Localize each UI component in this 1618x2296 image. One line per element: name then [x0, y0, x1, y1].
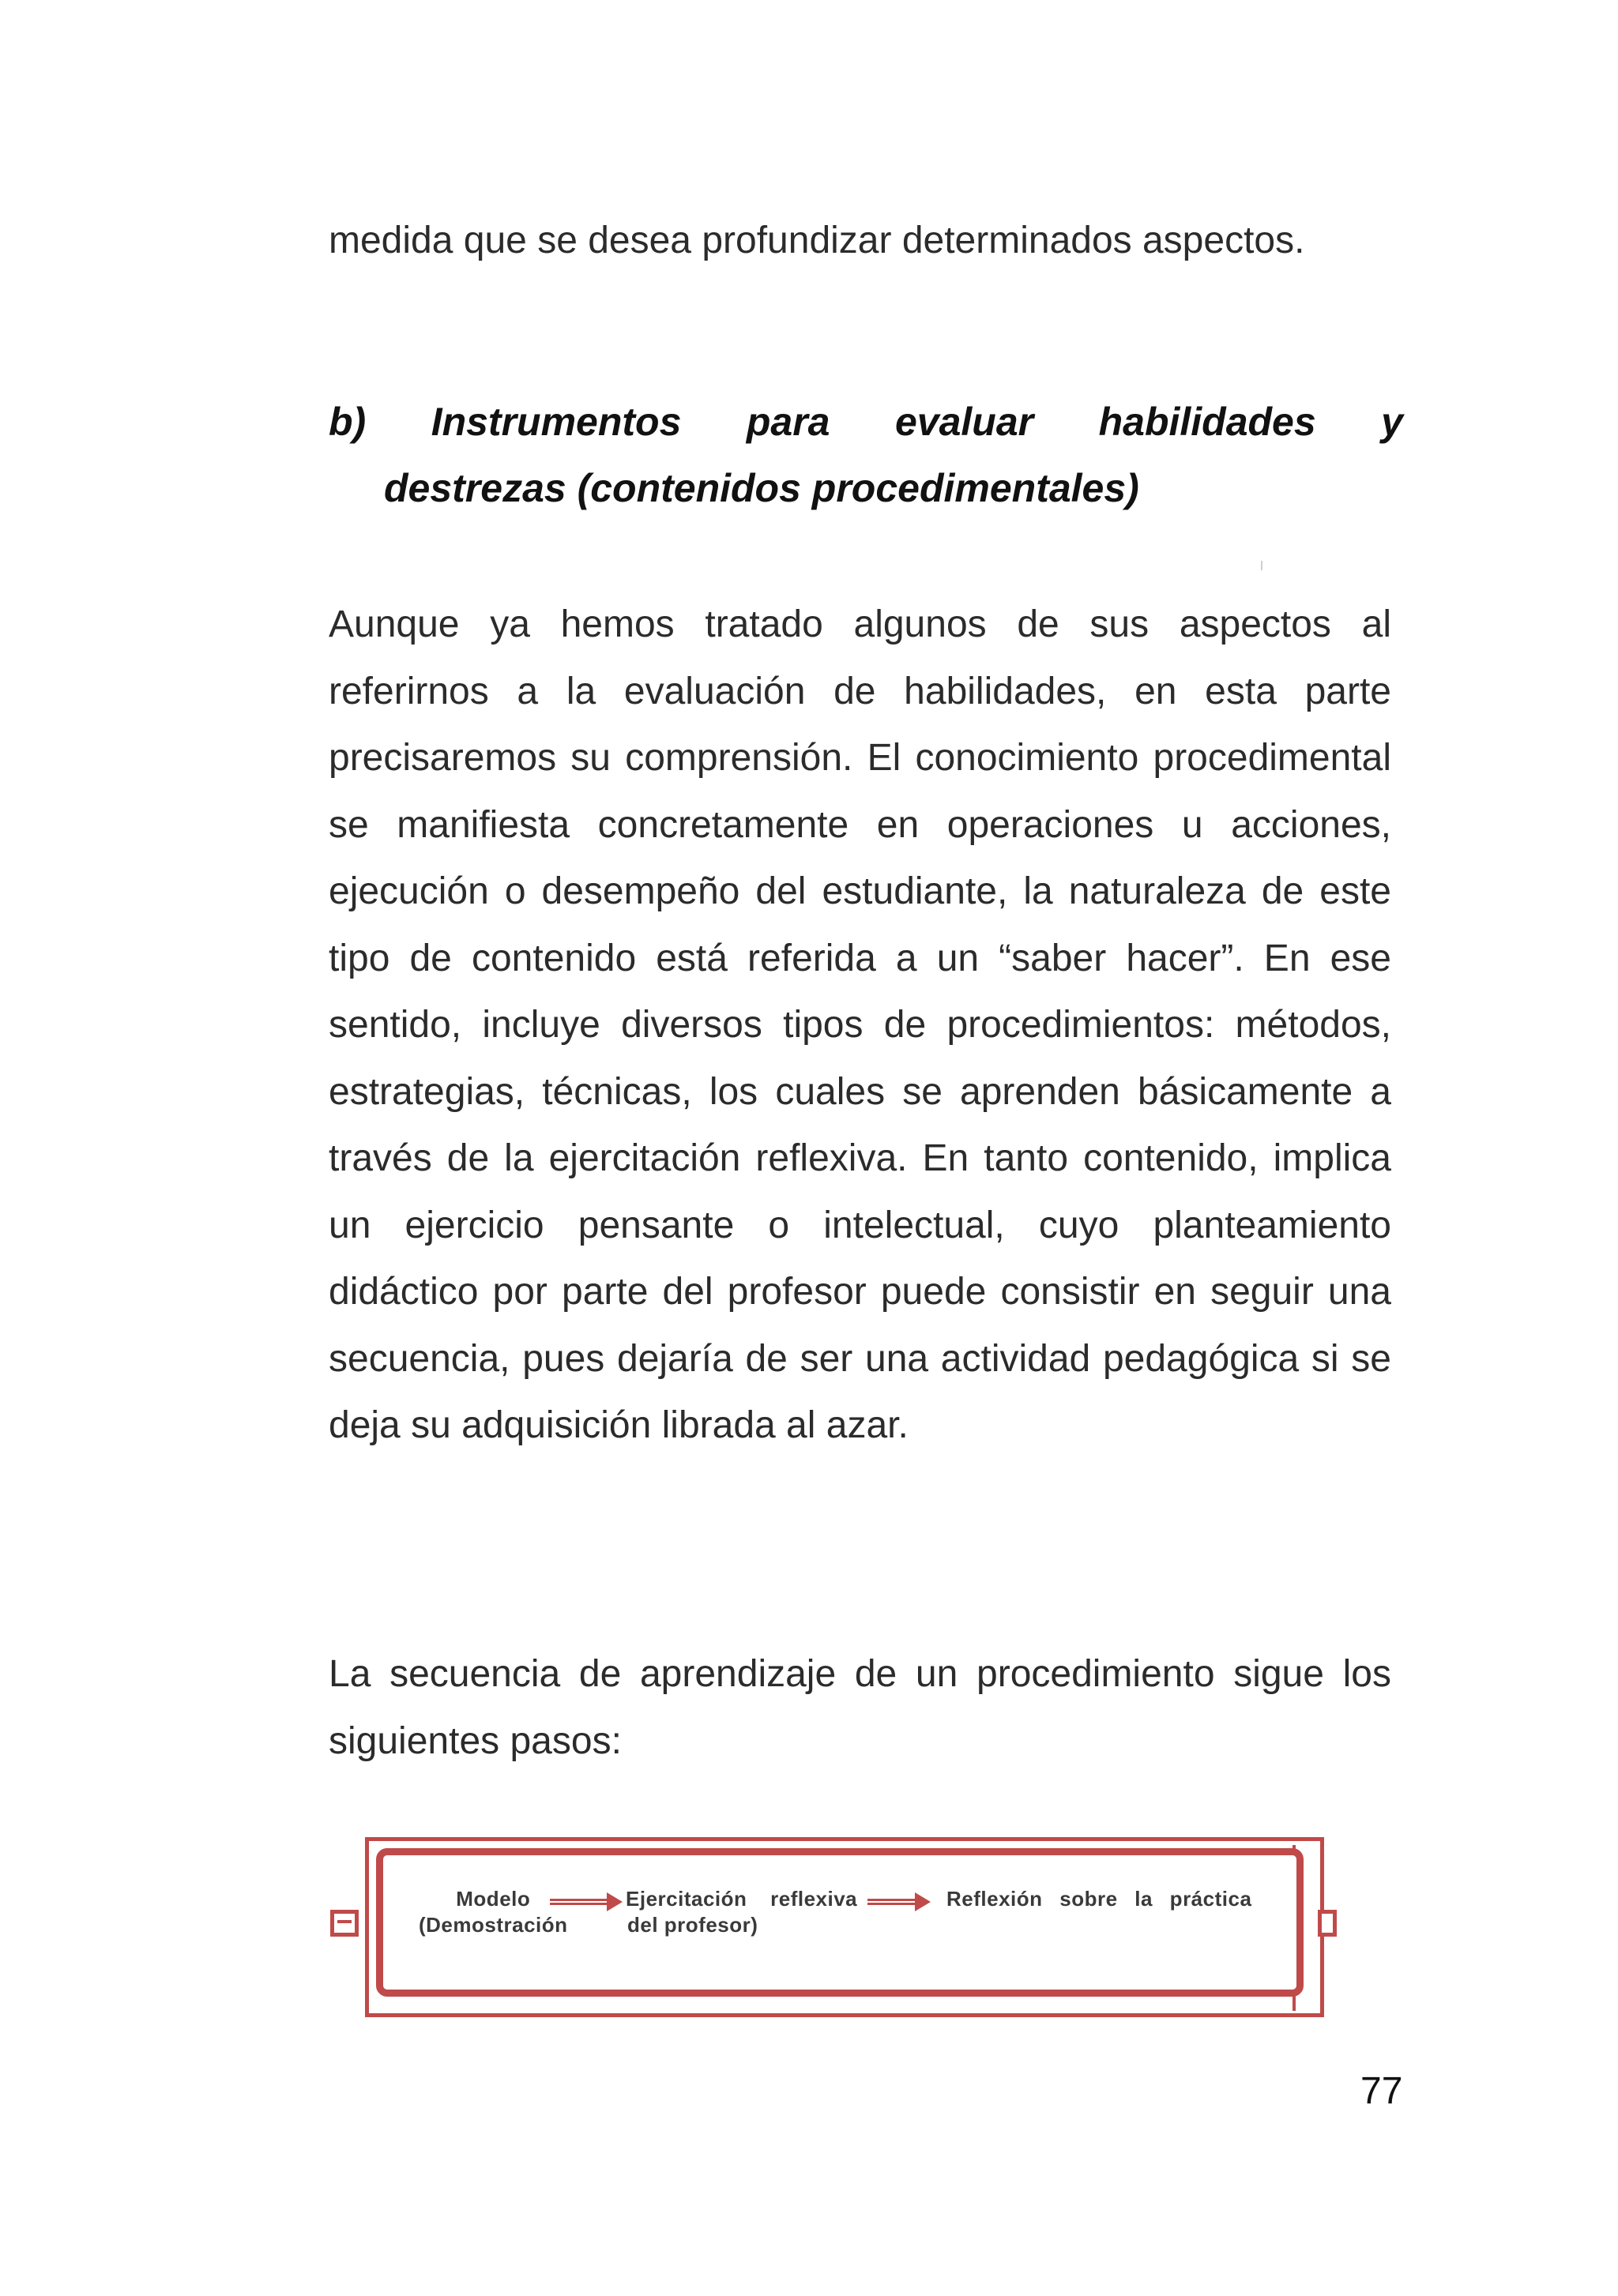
heading-word: para [746, 400, 830, 444]
right-arrow-icon [550, 1896, 623, 1907]
heading-line-2: destrezas (contenidos procedimentales) [384, 466, 1139, 510]
heading-word: Instrumentos [431, 400, 682, 444]
step-label: del profesor) [627, 1913, 758, 1937]
right-arrow-icon [867, 1896, 931, 1907]
page-number: 77 [1360, 2070, 1403, 2112]
stray-mark [1261, 561, 1262, 570]
heading-word: evaluar [894, 400, 1034, 444]
diagram-step-model [419, 1886, 568, 1938]
diagram-right-tab [1318, 1910, 1337, 1937]
diagram-left-tab [330, 1910, 359, 1937]
step-label: (Demostración [419, 1913, 568, 1937]
heading-line-1 [329, 389, 1403, 455]
step-label: Ejercitación reflexiva [626, 1887, 858, 1911]
section-heading [329, 389, 1403, 521]
diagram-step-exercise [626, 1886, 857, 1938]
paragraph-sequence: La secuencia de aprendizaje de un procedimiento sigue los siguientes pasos: [329, 1653, 1391, 1762]
sequence-diagram [330, 1837, 1341, 2024]
heading-word: y [1381, 400, 1403, 444]
heading-marker: b) [329, 400, 367, 444]
paragraph-main: Aunque ya hemos tratado algunos de sus aspectos al referirnos a la evaluación de habilidades, en esta parte precisaremos su comprensión. El conocimiento procedimental se manifiesta concretamente en operaciones u acciones, ejecución o desempeño del estudiante, la naturaleza de este tipo de contenido está referida a un “saber hacer”. En ese sentido, incluye diversos tipos de procedimientos: métodos, estrategias, técnicas, los cuales se aprenden básicamente a través de la ejercitación reflexiva. En tanto contenido, implica un ejercicio pensante o intelectual, cuyo planteamiento didáctico por parte del profesor puede consistir en seguir una secuencia, pues dejaría de ser una actividad pedagógica si se deja su adquisición librada al azar. [329, 603, 1391, 1446]
paragraph-intro: medida que se desea profundizar determinados aspectos. [329, 220, 1305, 261]
diagram-step-reflection: Reflexión sobre la práctica [946, 1887, 1252, 1911]
heading-word: habilidades [1098, 400, 1316, 444]
step-label: Modelo [456, 1887, 531, 1911]
